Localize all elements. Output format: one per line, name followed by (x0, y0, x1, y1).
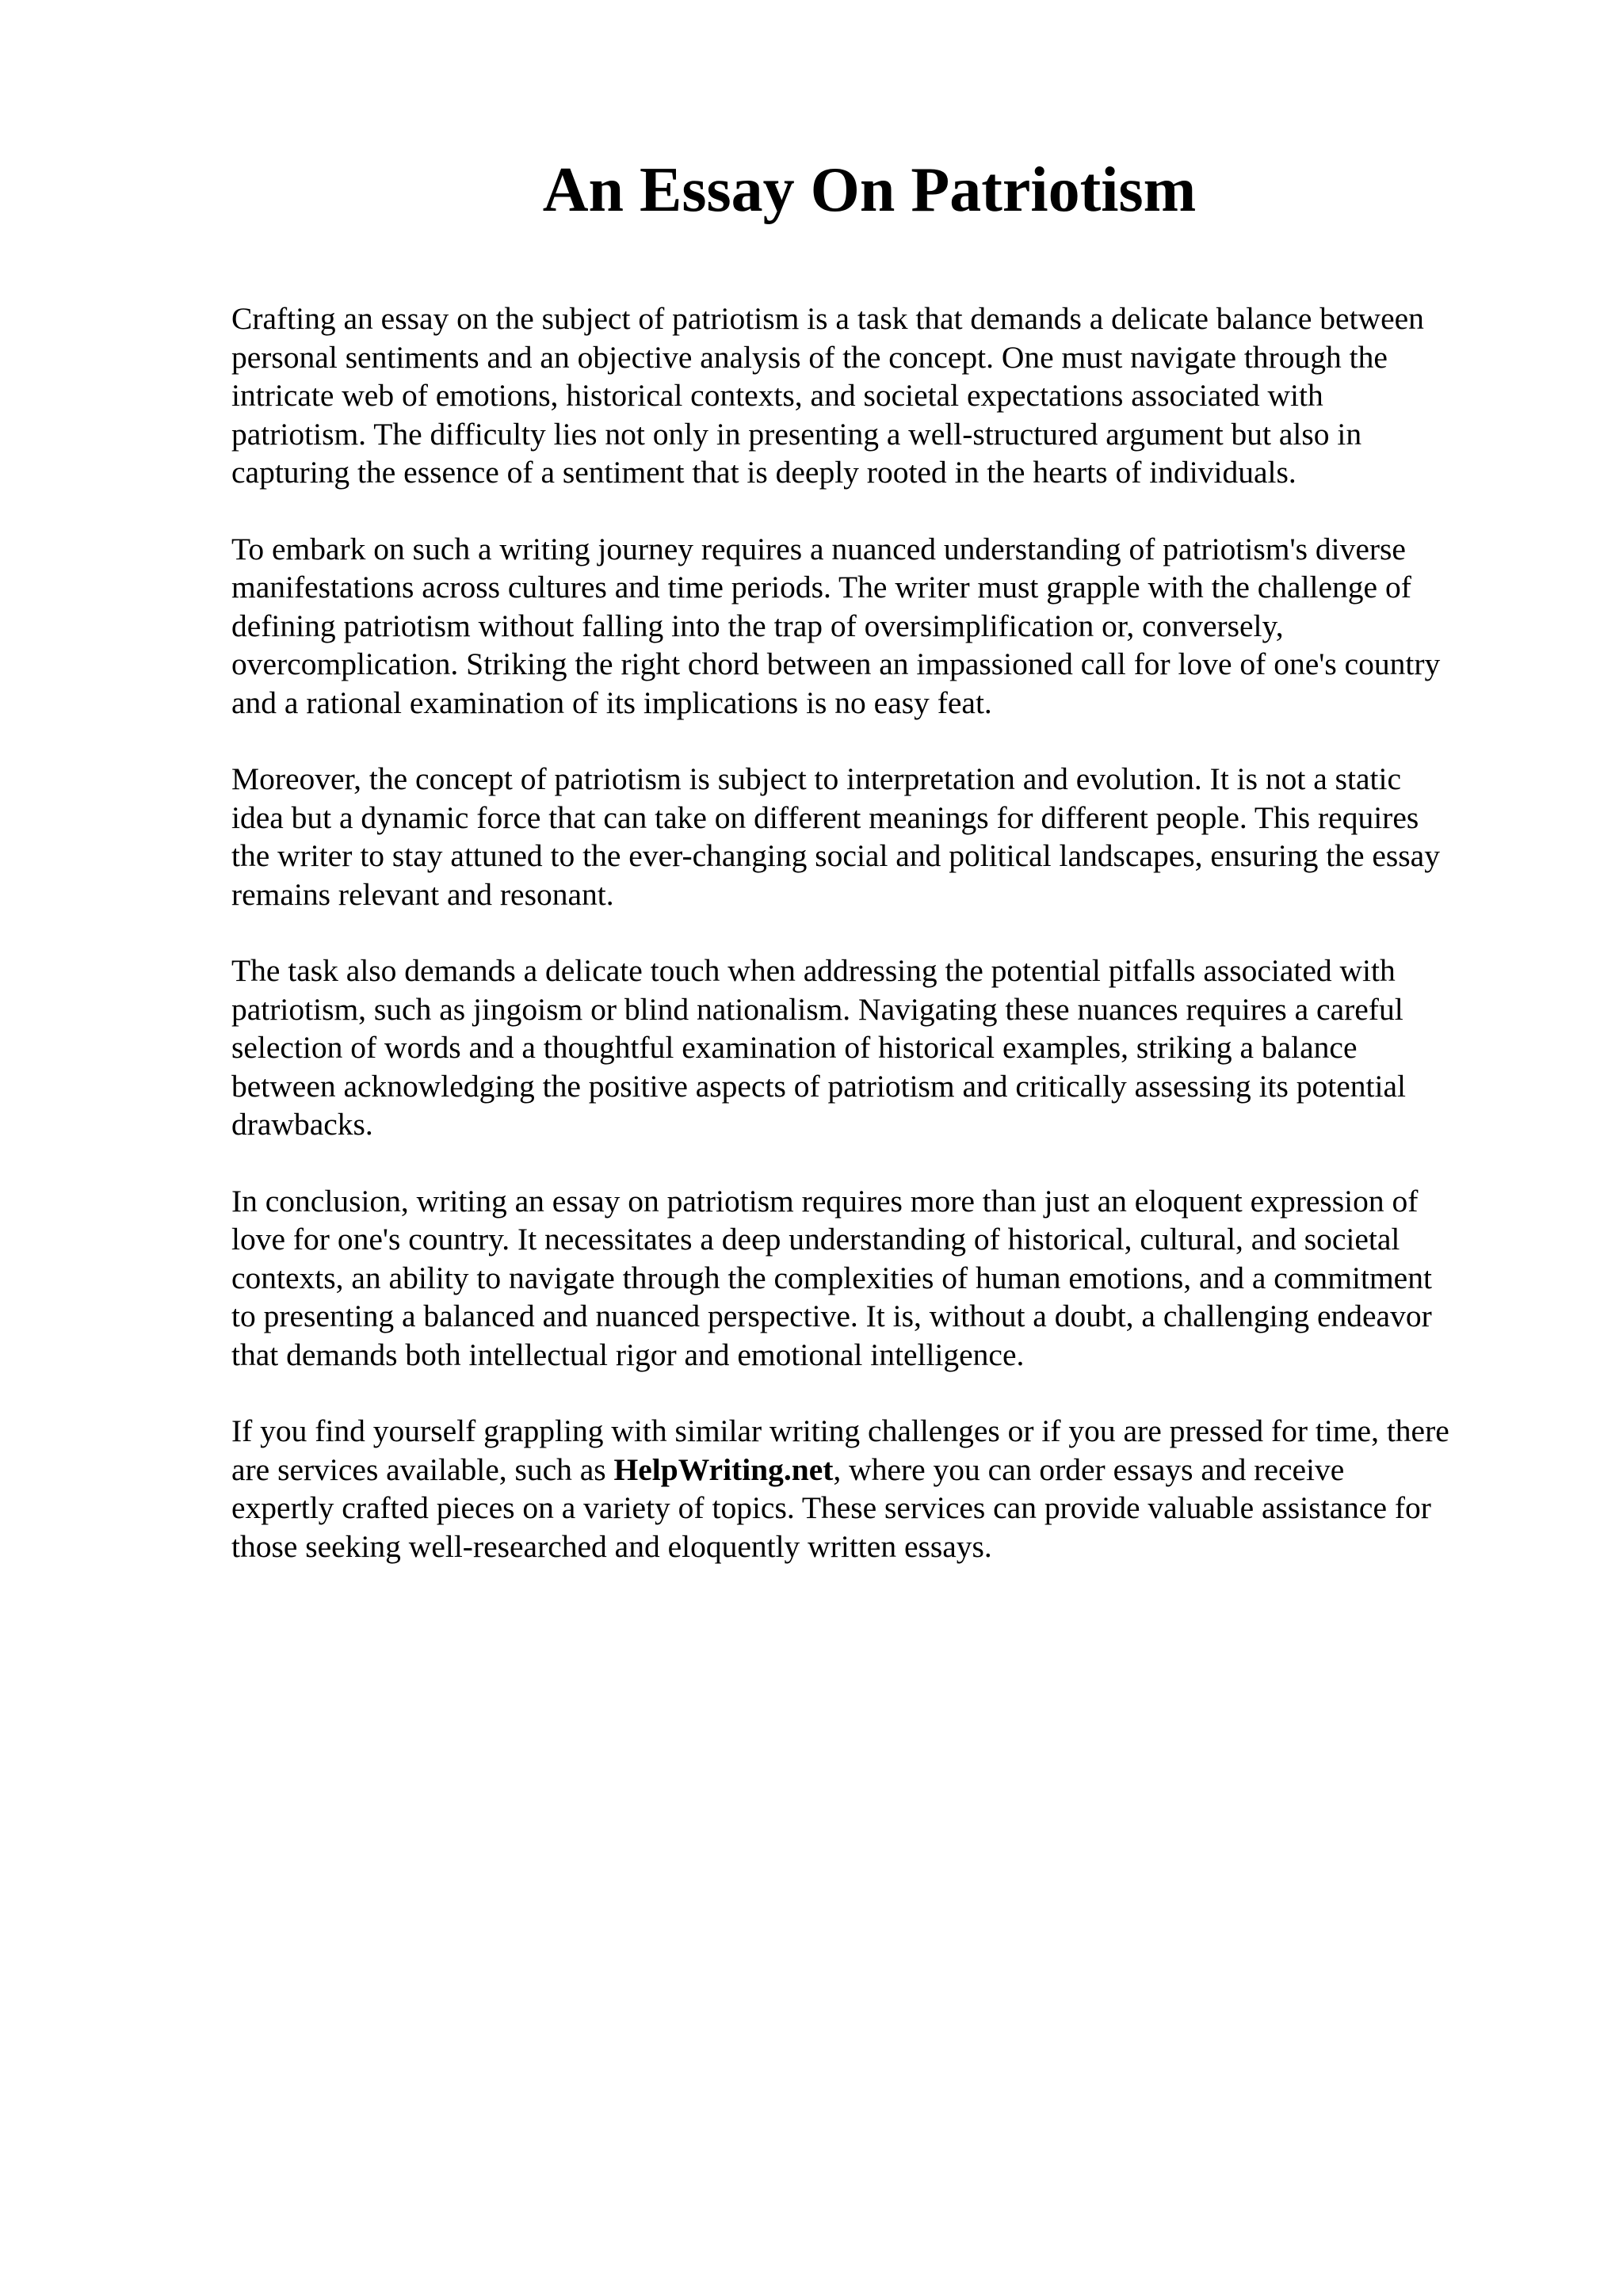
paragraph-line: Crafting an essay on the subject of patriotism is a task that demands a delicate balance between (231, 301, 1424, 336)
paragraph-line: Moreover, the concept of patriotism is subject to interpretation and evolution. It is not a static (231, 761, 1402, 796)
paragraph-4 (231, 952, 1531, 1144)
paragraph-line: and a rational examination of its implications is no easy feat. (231, 685, 992, 720)
paragraph-1 (231, 299, 1531, 492)
helpwriting-brand-name: HelpWriting.net (613, 1451, 834, 1487)
paragraph-line: patriotism. The difficulty lies not only in presenting a well-structured argument but also in (231, 416, 1362, 452)
paragraph-line: If you find yourself grappling with similar writing challenges or if you are pressed for time, there (231, 1413, 1449, 1448)
paragraph-line-with-brand (231, 1451, 1531, 1489)
paragraph-line: manifestations across cultures and time periods. The writer must grapple with the challenge of (231, 570, 1411, 605)
paragraph-line: In conclusion, writing an essay on patriotism requires more than just an eloquent expression of (231, 1183, 1419, 1219)
paragraph-line: patriotism, such as jingoism or blind nationalism. Navigating these nuances requires a careful (231, 991, 1403, 1027)
paragraph-line: love for one's country. It necessitates a deep understanding of historical, cultural, and societal (231, 1222, 1400, 1257)
paragraph-6 (231, 1412, 1531, 1566)
paragraph-line: the writer to stay attuned to the ever-changing social and political landscapes, ensuring the essay (231, 838, 1440, 873)
paragraph-text: are services available, such as (231, 1451, 614, 1487)
paragraph-line: To embark on such a writing journey requires a nuanced understanding of patriotism's diverse (231, 531, 1406, 566)
paragraph-line: expertly crafted pieces on a variety of topics. These services can provide valuable assistance for (231, 1490, 1431, 1525)
paragraph-3 (231, 760, 1531, 913)
paragraph-line: between acknowledging the positive aspects of patriotism and critically assessing its potential (231, 1068, 1406, 1104)
paragraph-text: , where you can order essays and receive (833, 1451, 1345, 1487)
paragraph-line: those seeking well-researched and eloquently written essays. (231, 1528, 992, 1564)
paragraph-line: idea but a dynamic force that can take on different meanings for different people. This requires (231, 799, 1419, 835)
paragraph-2 (231, 530, 1531, 723)
paragraph-line: personal sentiments and an objective analysis of the concept. One must navigate through the (231, 339, 1388, 375)
paragraph-line: drawbacks. (231, 1107, 373, 1142)
paragraph-line: selection of words and a thoughtful examination of historical examples, striking a balance (231, 1030, 1358, 1065)
essay-body (231, 299, 1531, 1604)
paragraph-line: to presenting a balanced and nuanced perspective. It is, without a doubt, a challenging endeavor (231, 1299, 1432, 1333)
paragraph-line: capturing the essence of a sentiment that is deeply rooted in the hearts of individuals. (231, 455, 1296, 490)
paragraph-line: intricate web of emotions, historical contexts, and societal expectations associated with (231, 378, 1323, 413)
paragraph-line: that demands both intellectual rigor and emotional intelligence. (231, 1337, 1025, 1372)
page-title: An Essay On Patriotism (542, 155, 1197, 225)
paragraph-5 (231, 1182, 1531, 1375)
paragraph-line: contexts, an ability to navigate through the complexities of human emotions, and a commitment (231, 1260, 1432, 1295)
paragraph-line: remains relevant and resonant. (231, 876, 614, 912)
paragraph-line: The task also demands a delicate touch when addressing the potential pitfalls associated with (231, 953, 1396, 988)
paragraph-line: defining patriotism without falling into the trap of oversimplification or, conversely, (231, 608, 1284, 643)
paragraph-line: overcomplication. Striking the right chord between an impassioned call for love of one's country (231, 646, 1441, 681)
